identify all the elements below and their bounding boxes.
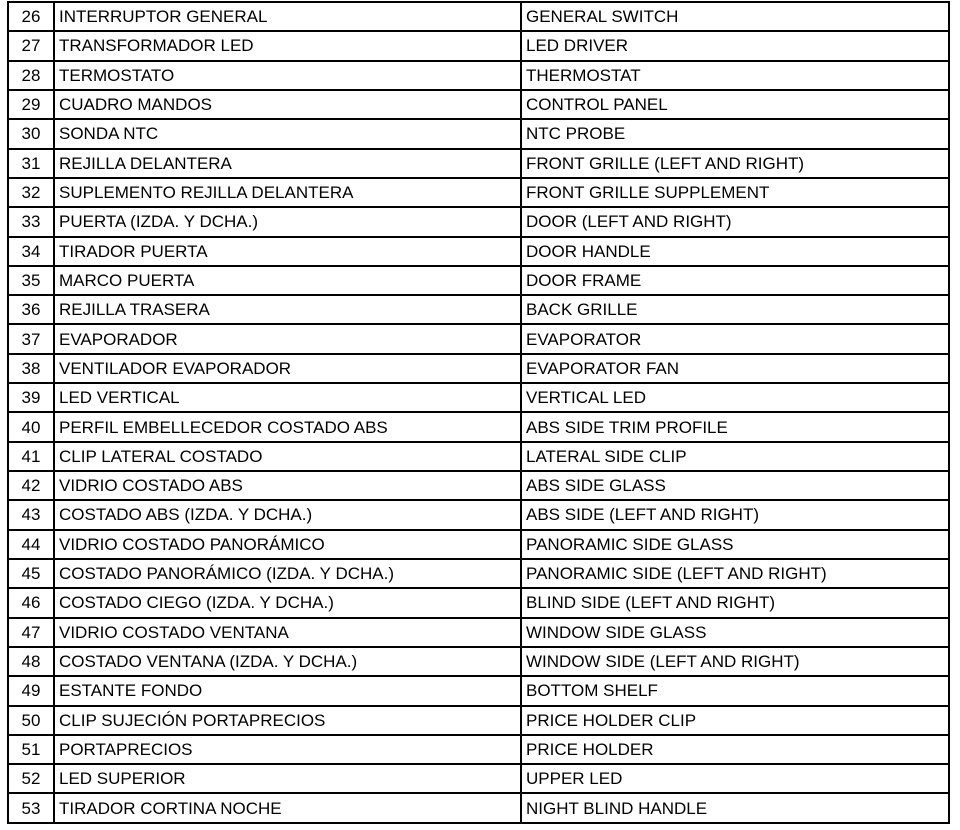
english-name-cell: EVAPORATOR FAN bbox=[521, 354, 949, 383]
table-row bbox=[8, 442, 949, 471]
table-row bbox=[8, 61, 949, 90]
part-number-cell: 31 bbox=[8, 149, 54, 178]
spanish-name-cell: COSTADO CIEGO (IZDA. Y DCHA.) bbox=[54, 588, 521, 617]
english-name-cell: ABS SIDE GLASS bbox=[521, 471, 949, 500]
spanish-name-cell: CLIP SUJECIÓN PORTAPRECIOS bbox=[54, 706, 521, 735]
english-name-cell: PRICE HOLDER bbox=[521, 735, 949, 764]
spanish-name-cell: TIRADOR PUERTA bbox=[54, 237, 521, 266]
parts-table bbox=[7, 1, 950, 824]
table-row bbox=[8, 119, 949, 148]
english-name-cell: BACK GRILLE bbox=[521, 295, 949, 324]
english-name-cell: NTC PROBE bbox=[521, 119, 949, 148]
part-number-cell: 26 bbox=[8, 2, 54, 31]
table-row bbox=[8, 149, 949, 178]
spanish-name-cell: VIDRIO COSTADO VENTANA bbox=[54, 618, 521, 647]
spanish-name-cell: COSTADO VENTANA (IZDA. Y DCHA.) bbox=[54, 647, 521, 676]
spanish-name-cell: PERFIL EMBELLECEDOR COSTADO ABS bbox=[54, 412, 521, 441]
english-name-cell: PANORAMIC SIDE GLASS bbox=[521, 530, 949, 559]
part-number-cell: 30 bbox=[8, 119, 54, 148]
table-row bbox=[8, 618, 949, 647]
english-name-cell: LED DRIVER bbox=[521, 31, 949, 60]
table-row bbox=[8, 266, 949, 295]
table-row bbox=[8, 31, 949, 60]
spanish-name-cell: COSTADO PANORÁMICO (IZDA. Y DCHA.) bbox=[54, 559, 521, 588]
spanish-name-cell: ESTANTE FONDO bbox=[54, 676, 521, 705]
table-row bbox=[8, 295, 949, 324]
part-number-cell: 46 bbox=[8, 588, 54, 617]
english-name-cell: WINDOW SIDE (LEFT AND RIGHT) bbox=[521, 647, 949, 676]
part-number-cell: 48 bbox=[8, 647, 54, 676]
english-name-cell: BLIND SIDE (LEFT AND RIGHT) bbox=[521, 588, 949, 617]
table-row bbox=[8, 793, 949, 823]
part-number-cell: 32 bbox=[8, 178, 54, 207]
table-row bbox=[8, 2, 949, 31]
spanish-name-cell: REJILLA DELANTERA bbox=[54, 149, 521, 178]
part-number-cell: 53 bbox=[8, 793, 54, 823]
part-number-cell: 45 bbox=[8, 559, 54, 588]
part-number-cell: 51 bbox=[8, 735, 54, 764]
part-number-cell: 37 bbox=[8, 324, 54, 353]
table-row bbox=[8, 237, 949, 266]
spanish-name-cell: TRANSFORMADOR LED bbox=[54, 31, 521, 60]
english-name-cell: THERMOSTAT bbox=[521, 61, 949, 90]
table-row bbox=[8, 676, 949, 705]
english-name-cell: LATERAL SIDE CLIP bbox=[521, 442, 949, 471]
english-name-cell: ABS SIDE TRIM PROFILE bbox=[521, 412, 949, 441]
table-row bbox=[8, 354, 949, 383]
table-row bbox=[8, 383, 949, 412]
part-number-cell: 40 bbox=[8, 412, 54, 441]
table-row bbox=[8, 324, 949, 353]
table-row bbox=[8, 471, 949, 500]
english-name-cell: CONTROL PANEL bbox=[521, 90, 949, 119]
spanish-name-cell: COSTADO ABS (IZDA. Y DCHA.) bbox=[54, 500, 521, 529]
part-number-cell: 50 bbox=[8, 706, 54, 735]
table-row bbox=[8, 588, 949, 617]
spanish-name-cell: LED VERTICAL bbox=[54, 383, 521, 412]
english-name-cell: ABS SIDE (LEFT AND RIGHT) bbox=[521, 500, 949, 529]
spanish-name-cell: TERMOSTATO bbox=[54, 61, 521, 90]
table-row bbox=[8, 500, 949, 529]
table-row bbox=[8, 412, 949, 441]
part-number-cell: 38 bbox=[8, 354, 54, 383]
spanish-name-cell: EVAPORADOR bbox=[54, 324, 521, 353]
part-number-cell: 33 bbox=[8, 207, 54, 236]
part-number-cell: 29 bbox=[8, 90, 54, 119]
part-number-cell: 28 bbox=[8, 61, 54, 90]
part-number-cell: 36 bbox=[8, 295, 54, 324]
english-name-cell: FRONT GRILLE SUPPLEMENT bbox=[521, 178, 949, 207]
table-row bbox=[8, 559, 949, 588]
part-number-cell: 47 bbox=[8, 618, 54, 647]
table-row bbox=[8, 90, 949, 119]
part-number-cell: 27 bbox=[8, 31, 54, 60]
spanish-name-cell: PUERTA (IZDA. Y DCHA.) bbox=[54, 207, 521, 236]
part-number-cell: 44 bbox=[8, 530, 54, 559]
spanish-name-cell: REJILLA TRASERA bbox=[54, 295, 521, 324]
english-name-cell: PANORAMIC SIDE (LEFT AND RIGHT) bbox=[521, 559, 949, 588]
spanish-name-cell: INTERRUPTOR GENERAL bbox=[54, 2, 521, 31]
spanish-name-cell: VIDRIO COSTADO ABS bbox=[54, 471, 521, 500]
spanish-name-cell: CLIP LATERAL COSTADO bbox=[54, 442, 521, 471]
table-row bbox=[8, 647, 949, 676]
part-number-cell: 43 bbox=[8, 500, 54, 529]
english-name-cell: VERTICAL LED bbox=[521, 383, 949, 412]
english-name-cell: DOOR (LEFT AND RIGHT) bbox=[521, 207, 949, 236]
table-row bbox=[8, 207, 949, 236]
english-name-cell: FRONT GRILLE (LEFT AND RIGHT) bbox=[521, 149, 949, 178]
part-number-cell: 34 bbox=[8, 237, 54, 266]
part-number-cell: 39 bbox=[8, 383, 54, 412]
english-name-cell: WINDOW SIDE GLASS bbox=[521, 618, 949, 647]
spanish-name-cell: LED SUPERIOR bbox=[54, 764, 521, 793]
part-number-cell: 41 bbox=[8, 442, 54, 471]
english-name-cell: UPPER LED bbox=[521, 764, 949, 793]
spanish-name-cell: SUPLEMENTO REJILLA DELANTERA bbox=[54, 178, 521, 207]
english-name-cell: PRICE HOLDER CLIP bbox=[521, 706, 949, 735]
table-row bbox=[8, 530, 949, 559]
spanish-name-cell: TIRADOR CORTINA NOCHE bbox=[54, 793, 521, 823]
table-row bbox=[8, 735, 949, 764]
spanish-name-cell: VENTILADOR EVAPORADOR bbox=[54, 354, 521, 383]
table-row bbox=[8, 178, 949, 207]
spanish-name-cell: MARCO PUERTA bbox=[54, 266, 521, 295]
part-number-cell: 42 bbox=[8, 471, 54, 500]
english-name-cell: GENERAL SWITCH bbox=[521, 2, 949, 31]
table-row bbox=[8, 706, 949, 735]
spanish-name-cell: CUADRO MANDOS bbox=[54, 90, 521, 119]
english-name-cell: NIGHT BLIND HANDLE bbox=[521, 793, 949, 823]
part-number-cell: 49 bbox=[8, 676, 54, 705]
part-number-cell: 35 bbox=[8, 266, 54, 295]
spanish-name-cell: VIDRIO COSTADO PANORÁMICO bbox=[54, 530, 521, 559]
spanish-name-cell: SONDA NTC bbox=[54, 119, 521, 148]
spanish-name-cell: PORTAPRECIOS bbox=[54, 735, 521, 764]
english-name-cell: DOOR FRAME bbox=[521, 266, 949, 295]
part-number-cell: 52 bbox=[8, 764, 54, 793]
table-row bbox=[8, 764, 949, 793]
english-name-cell: DOOR HANDLE bbox=[521, 237, 949, 266]
english-name-cell: EVAPORATOR bbox=[521, 324, 949, 353]
parts-table-body bbox=[8, 2, 949, 823]
english-name-cell: BOTTOM SHELF bbox=[521, 676, 949, 705]
